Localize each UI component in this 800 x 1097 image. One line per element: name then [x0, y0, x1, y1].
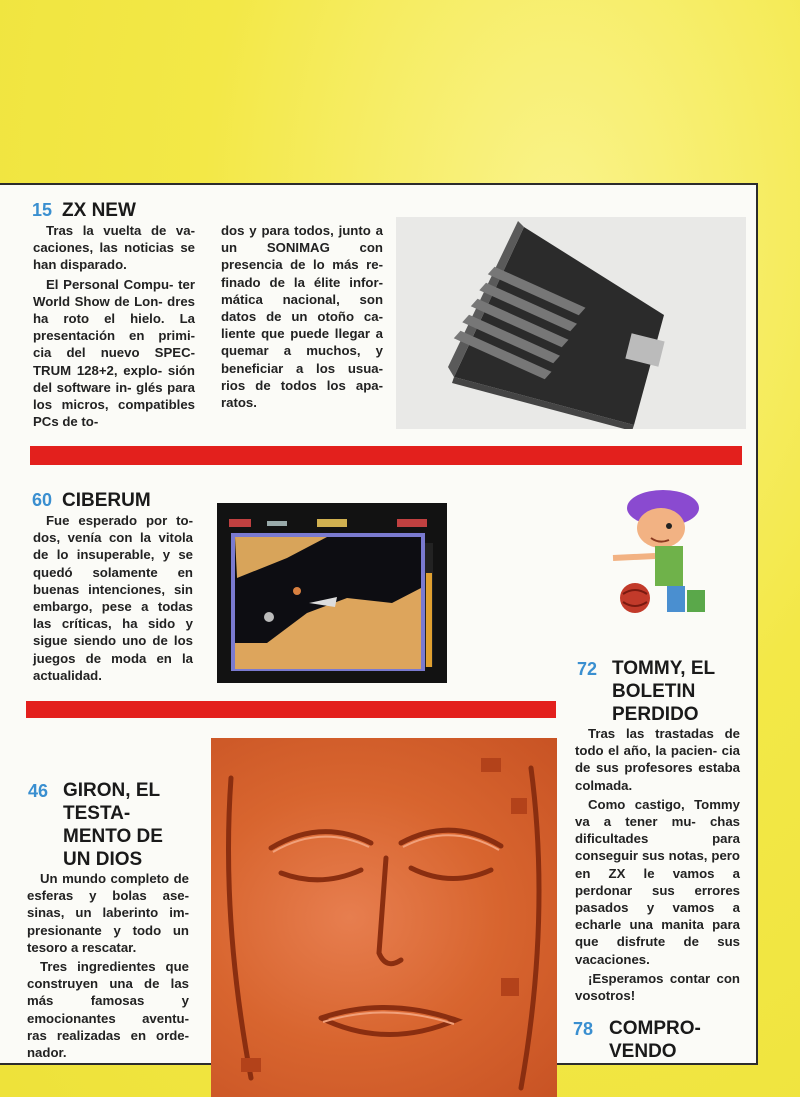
giron-title-3: MENTO DE: [63, 826, 163, 847]
compro-title-2: VENDO: [609, 1041, 677, 1062]
giron-title-4: UN DIOS: [63, 849, 143, 870]
tommy-text: [575, 725, 740, 1004]
compro-heading: [573, 1018, 603, 1041]
zx-new-para-1: Tras la vuelta de va- caciones, las noticias se han disparado.: [33, 223, 195, 273]
giron-para-1: Un mundo completo de esferas y bolas ase- sinas, un laberinto im- presionante y todo un tesoro a rescatar.: [27, 871, 189, 955]
tommy-illustration: [603, 486, 713, 616]
ciberum-para: Fue esperado por to- dos, venía con la vitola de lo insuperable, y se quedó solamente en buenas intenciones, sin embargo, pese a todas las críticas, ha sido y sigue siendo uno de los juegos de moda en la actualidad.: [33, 513, 193, 683]
ciberum-heading: [32, 489, 151, 512]
tommy-number: 72: [577, 659, 598, 679]
giron-title-2: TESTA-: [63, 803, 131, 824]
ciberum-text: [33, 512, 193, 684]
tommy-title-2: BOLETIN: [612, 681, 696, 702]
tommy-title-3: PERDIDO: [612, 704, 699, 725]
zx-new-para-2: El Personal Compu- ter World Show de Lon- dres ha roto el hielo. La presentación en primi- cia del nuevo SPEC- TRUM 128+2, explo- sión del software in- glés para los micros, compatibles PCs de to-: [33, 276, 195, 430]
giron-heading: [28, 780, 58, 803]
red-divider-1: [30, 446, 742, 465]
zx-new-col2: [221, 222, 383, 411]
ciberum-game-screenshot: [217, 503, 447, 683]
ciberum-number: 60: [32, 490, 53, 510]
zx-new-col1: [33, 222, 195, 430]
giron-text: [27, 870, 189, 1061]
tommy-para-1: Tras las trastadas de todo el año, la pacien- cia de sus profesores estaba colmada.: [575, 726, 740, 793]
ciberum-title: CIBERUM: [62, 490, 151, 511]
tommy-heading: [577, 658, 607, 681]
spectrum-computer-photo: [396, 217, 746, 429]
tommy-title-1: TOMMY, EL: [612, 658, 716, 679]
tommy-para-2: Como castigo, Tommy va a tener mu- chas dificultades para conseguir sus notas, pero en ZX le vamos a perdonar sus errores pasados y vamos a echarle una manita para que disfrute de sus vacaciones.: [575, 796, 740, 967]
zx-new-para-3: dos y para todos, junto a un SONIMAG con presencia de lo más re- finado de la élite infor- mática nacional, son datos de un otoño ca- liente que puede llegar a quemar a muchos, y beneficiar a los usua- rios de todos los apa- ratos.: [221, 223, 383, 411]
giron-para-2: Tres ingredientes que construyen una de las más famosas y emocionantes aventu- ras realizadas en orde- nador.: [27, 959, 189, 1061]
zx-new-number: 15: [32, 200, 53, 220]
compro-number: 78: [573, 1019, 594, 1039]
zx-new-heading: [32, 199, 136, 222]
giron-number: 46: [28, 781, 49, 801]
giron-stone-face-art: [211, 738, 557, 1097]
compro-title-1: COMPRO-: [609, 1018, 701, 1039]
zx-new-title: ZX NEW: [62, 200, 136, 221]
giron-title-1: GIRON, EL: [63, 780, 161, 801]
red-divider-2: [26, 701, 556, 718]
tommy-para-3: ¡Esperamos contar con vosotros!: [575, 970, 740, 1004]
